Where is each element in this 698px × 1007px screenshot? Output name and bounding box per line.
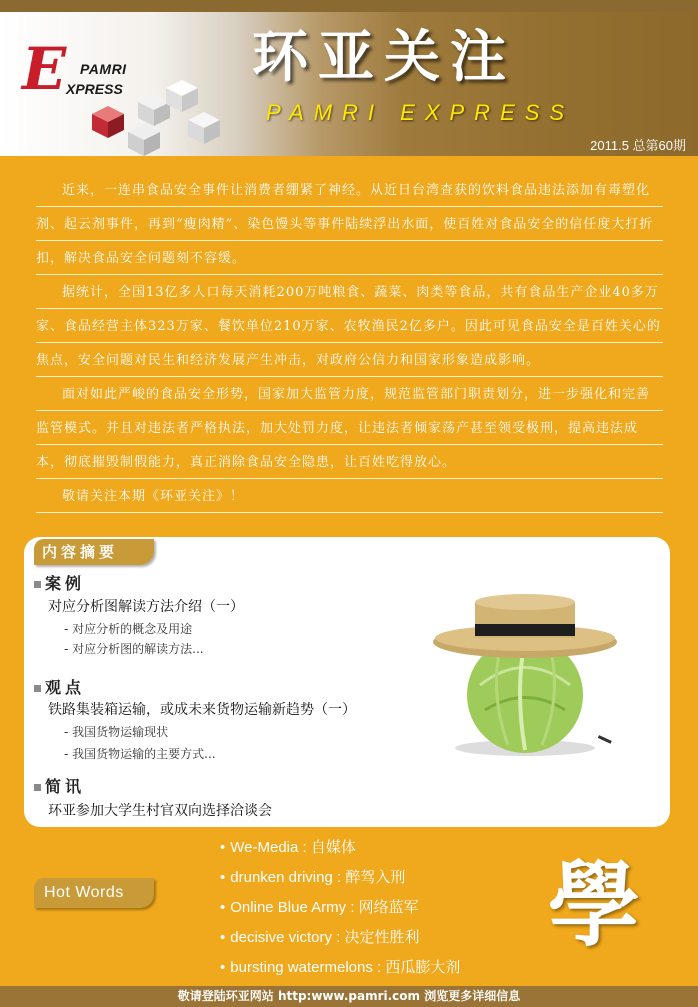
masthead-top-strip bbox=[0, 0, 698, 12]
intro-paragraph: 面对如此严峻的食品安全形势，国家加大监管力度，规范监管部门职责划分，进一步强化和完善监管模式。并且对违法者严格执法，加大处罚力度，让违法者倾家荡产甚至领受极刑，提高违法成本，彻底摧毁制假能力，真正消除食品安全隐患，让百姓吃得放心。 bbox=[36, 378, 663, 480]
masthead bbox=[0, 0, 698, 156]
article-link-rail-container[interactable]: 铁路集装箱运输，或成未来货物运输新趋势（一） bbox=[48, 702, 356, 718]
hot-word-item: • decisive victory : 决定性胜利 bbox=[220, 929, 420, 946]
masthead-title-cn: 环亚关注 bbox=[252, 24, 516, 90]
footer-website-link[interactable]: 敬请登陆环亚网站 http:www.pamri.com 浏览更多详细信息 bbox=[0, 986, 698, 1007]
logo-pamri-text: PAMRI bbox=[80, 61, 127, 77]
logo-express-text: XPRESS bbox=[66, 81, 123, 97]
article-link-correspondence-analysis[interactable]: 对应分析图解读方法介绍（一） bbox=[48, 599, 244, 615]
sub-item: - 对应分析的概念及用途 bbox=[64, 622, 193, 636]
bullet-icon bbox=[34, 685, 41, 692]
issue-number: 2011.5 总第60期 bbox=[590, 138, 686, 153]
intro-paragraph: 近来，一连串食品安全事件让消费者绷紧了神经。从近日台湾查获的饮料食品违法添加有毒塑化剂、起云剂事件，再到“瘦肉精”、染色馒头等事件陆续浮出水面，使百姓对食品安全的信任度大打折扣，解决食品安全问题刻不容缓。 bbox=[36, 174, 663, 276]
masthead-title-en: PAMRI EXPRESS bbox=[266, 100, 575, 125]
cabbage-with-hat-image bbox=[430, 590, 620, 760]
sub-item: - 我国货物运输的主要方式... bbox=[64, 747, 216, 761]
article-link-job-fair[interactable]: 环亚参加大学生村官双向选择洽谈会 bbox=[48, 803, 272, 819]
hot-word-item: • Online Blue Army : 网络蓝军 bbox=[220, 899, 419, 916]
bullet-icon bbox=[34, 784, 41, 791]
hot-words-tab: Hot Words bbox=[34, 878, 154, 908]
intro-paragraph: 据统计，全国13亿多人口每天消耗200万吨粮食、蔬菜、肉类等食品，共有食品生产企业40多万家、食品经营主体323万家、餐饮单位210万家、农牧渔民2亿多户。因此可见食品安全是百姓关心的焦点，安全问题对民生和经济发展产生冲击，对政府公信力和国家形象造成影响。 bbox=[36, 276, 663, 378]
logo-letter-e: E bbox=[22, 35, 67, 103]
calligraphy-study-character: 學 bbox=[548, 851, 641, 959]
intro-text bbox=[36, 174, 663, 514]
bullet-icon: • bbox=[220, 929, 226, 946]
bullet-icon bbox=[34, 581, 41, 588]
hot-word-item: • drunken driving : 醉驾入刑 bbox=[220, 869, 406, 886]
bullet-icon: • bbox=[220, 899, 226, 916]
bullet-icon: • bbox=[220, 959, 226, 976]
bullet-icon: • bbox=[220, 839, 226, 856]
section-heading-case: 案例 bbox=[34, 571, 85, 594]
section-heading-news: 简讯 bbox=[34, 774, 85, 797]
sub-item: - 我国货物运输现状 bbox=[64, 725, 169, 739]
sub-item: - 对应分析图的解读方法... bbox=[64, 642, 204, 656]
contents-tab: 内容摘要 bbox=[34, 539, 154, 565]
bullet-icon: • bbox=[220, 869, 226, 886]
decorative-cubes-graphic bbox=[88, 80, 238, 156]
hot-word-item: • bursting watermelons : 西瓜膨大剂 bbox=[220, 959, 461, 976]
hot-word-item: • We-Media : 自媒体 bbox=[220, 839, 356, 856]
intro-paragraph: 敬请关注本期《环亚关注》！ bbox=[36, 480, 663, 514]
section-heading-viewpoint: 观点 bbox=[34, 675, 85, 698]
